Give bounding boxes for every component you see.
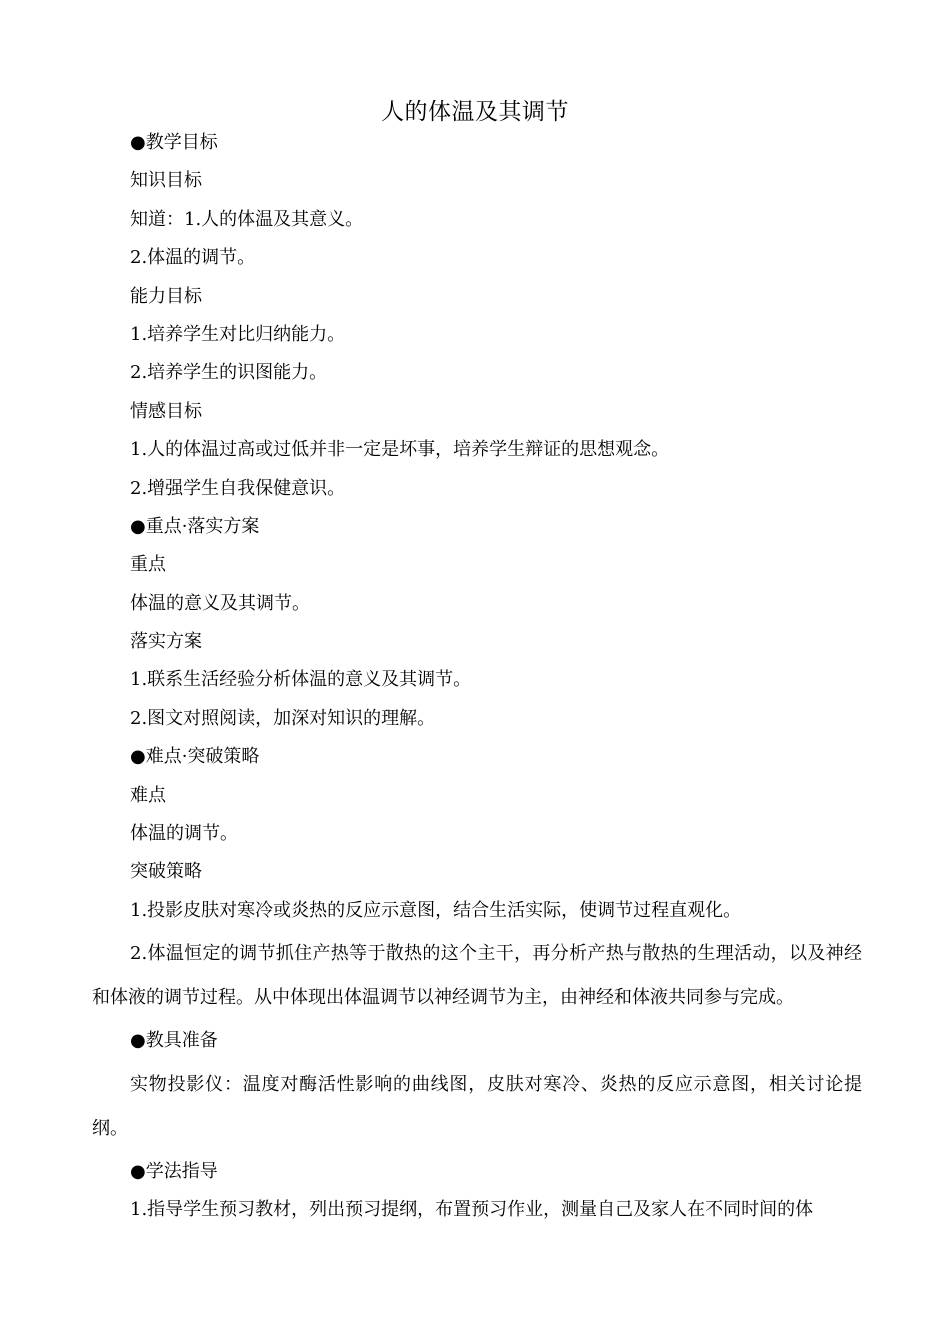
text-line: 1.培养学生对比归纳能力。 — [130, 323, 346, 345]
text-line: 2.培养学生的识图能力。 — [130, 362, 328, 384]
subheading-ability-goals: 能力目标 — [130, 285, 202, 307]
paragraph-regulation: 2.体温恒定的调节抓住产热等于散热的这个主干，再分析产热与散热的生理活动，以及神经和体液的调节过程。从中体现出体温调节以神经调节为主，由神经和体液共同参与完成。 — [92, 943, 862, 1009]
subheading-key-point: 重点 — [130, 554, 166, 576]
paragraph-teaching-tools: 实物投影仪：温度对酶活性影响的曲线图，皮肤对寒冷、炎热的反应示意图，相关讨论提纲。 — [92, 1073, 862, 1139]
text-line: 2.体温的调节。 — [130, 247, 256, 269]
text-line: 1.人的体温过高或过低并非一定是坏事，培养学生辩证的思想观念。 — [130, 439, 670, 461]
subheading-implementation-plan: 落实方案 — [130, 631, 202, 653]
text-line: 2.增强学生自我保健意识。 — [130, 477, 346, 499]
section-heading-teaching-tools: ●教具准备 — [130, 1030, 218, 1052]
subheading-difficulty: 难点 — [130, 784, 166, 806]
subheading-breakthrough-strategy: 突破策略 — [130, 861, 202, 883]
text-line: 体温的调节。 — [130, 823, 238, 845]
document-body — [92, 124, 862, 1229]
text-line: 2.图文对照阅读，加深对知识的理解。 — [130, 707, 436, 729]
section-heading-study-method: ●学法指导 — [130, 1160, 218, 1182]
subheading-knowledge-goals: 知识目标 — [130, 170, 202, 192]
section-heading-key-points: ●重点·落实方案 — [130, 515, 260, 537]
text-line: 体温的意义及其调节。 — [130, 592, 310, 614]
paragraph-study-method: 1.指导学生预习教材，列出预习提纲，布置预习作业，测量自己及家人在不同时间的体 — [130, 1198, 814, 1220]
subheading-emotion-goals: 情感目标 — [130, 400, 202, 422]
text-line: 知道：1.人的体温及其意义。 — [130, 208, 364, 230]
section-heading-difficulties: ●难点·突破策略 — [130, 746, 260, 768]
text-line: 1.投影皮肤对寒冷或炎热的反应示意图，结合生活实际，使调节过程直观化。 — [130, 899, 742, 921]
text-line: 1.联系生活经验分析体温的意义及其调节。 — [130, 669, 472, 691]
section-heading-teaching-goals: ●教学目标 — [130, 132, 218, 153]
document-title: 人的体温及其调节 — [381, 99, 569, 125]
